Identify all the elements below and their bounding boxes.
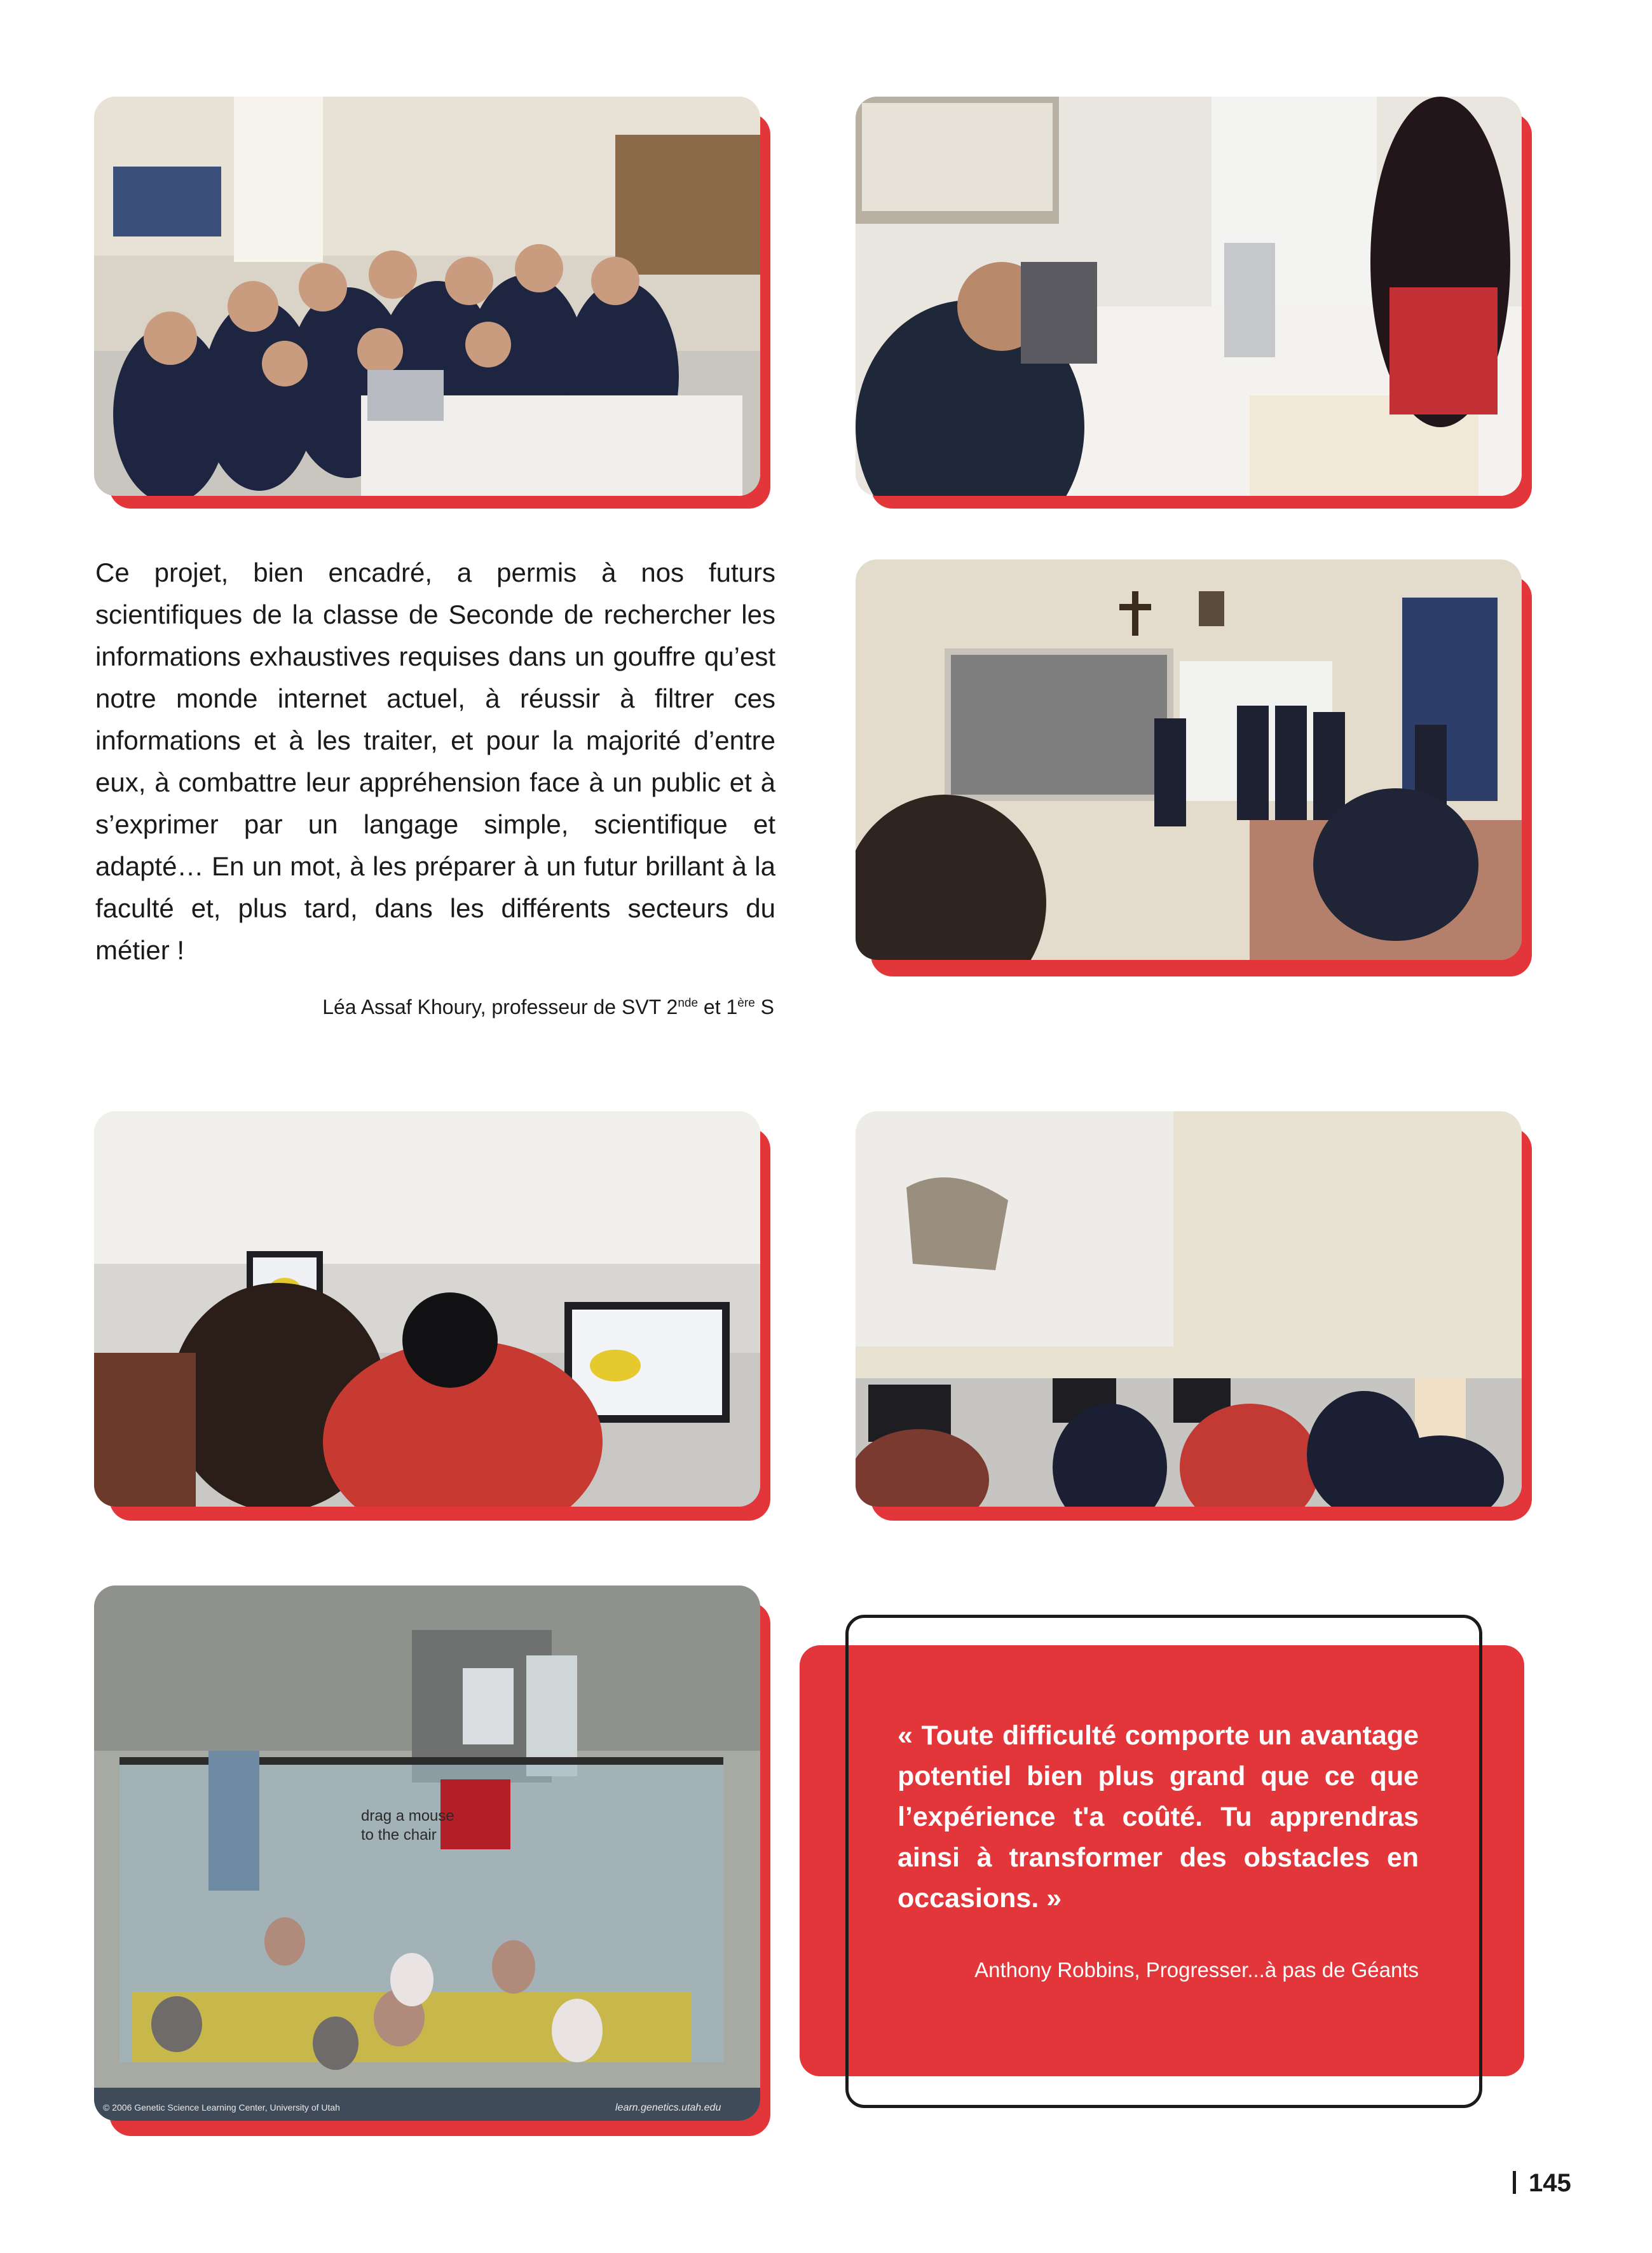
lab-sim-caption-line1: drag a mouse <box>361 1807 454 1825</box>
article-signature: Léa Assaf Khoury, professeur de SVT 2nde et 1ère S <box>322 996 774 1018</box>
article-paragraph: Ce projet, bien encadré, a permis à nos futurs scientifiques de la classe de Seconde de rechercher les informations exhaustives requises dans un gouffre qu’est notre monde internet actuel, à réussir à filtrer ces informations et à les traiter, et pour la majorité d’entre eux, à combattre leur appréhension face à un public et à s’exprimer par un langage simple, scientifique et adapté… En un mot, à les préparer à un futur brillant à la faculté et, plus tard, dans les différents secteurs du métier ! <box>95 558 775 965</box>
quote-text: « Toute difficulté comporte un avantage potentiel bien plus grand que ce que l’expérience t'a coûté. Tu apprendras ainsi à transformer des obstacles en occasions. » <box>898 1720 1419 1914</box>
lab-sim-url: learn.genetics.utah.edu <box>615 2102 721 2113</box>
page-number-divider <box>1513 2171 1516 2194</box>
quote-author: Anthony Robbins, Progresser...à pas de Géants <box>974 1958 1419 1982</box>
page-number-value: 145 <box>1529 2169 1571 2197</box>
lab-sim-credit: © 2006 Genetic Science Learning Center, University of Utah <box>103 2102 340 2113</box>
lab-sim-caption-line2: to the chair <box>361 1826 437 1844</box>
page-number <box>1513 2169 1571 2198</box>
